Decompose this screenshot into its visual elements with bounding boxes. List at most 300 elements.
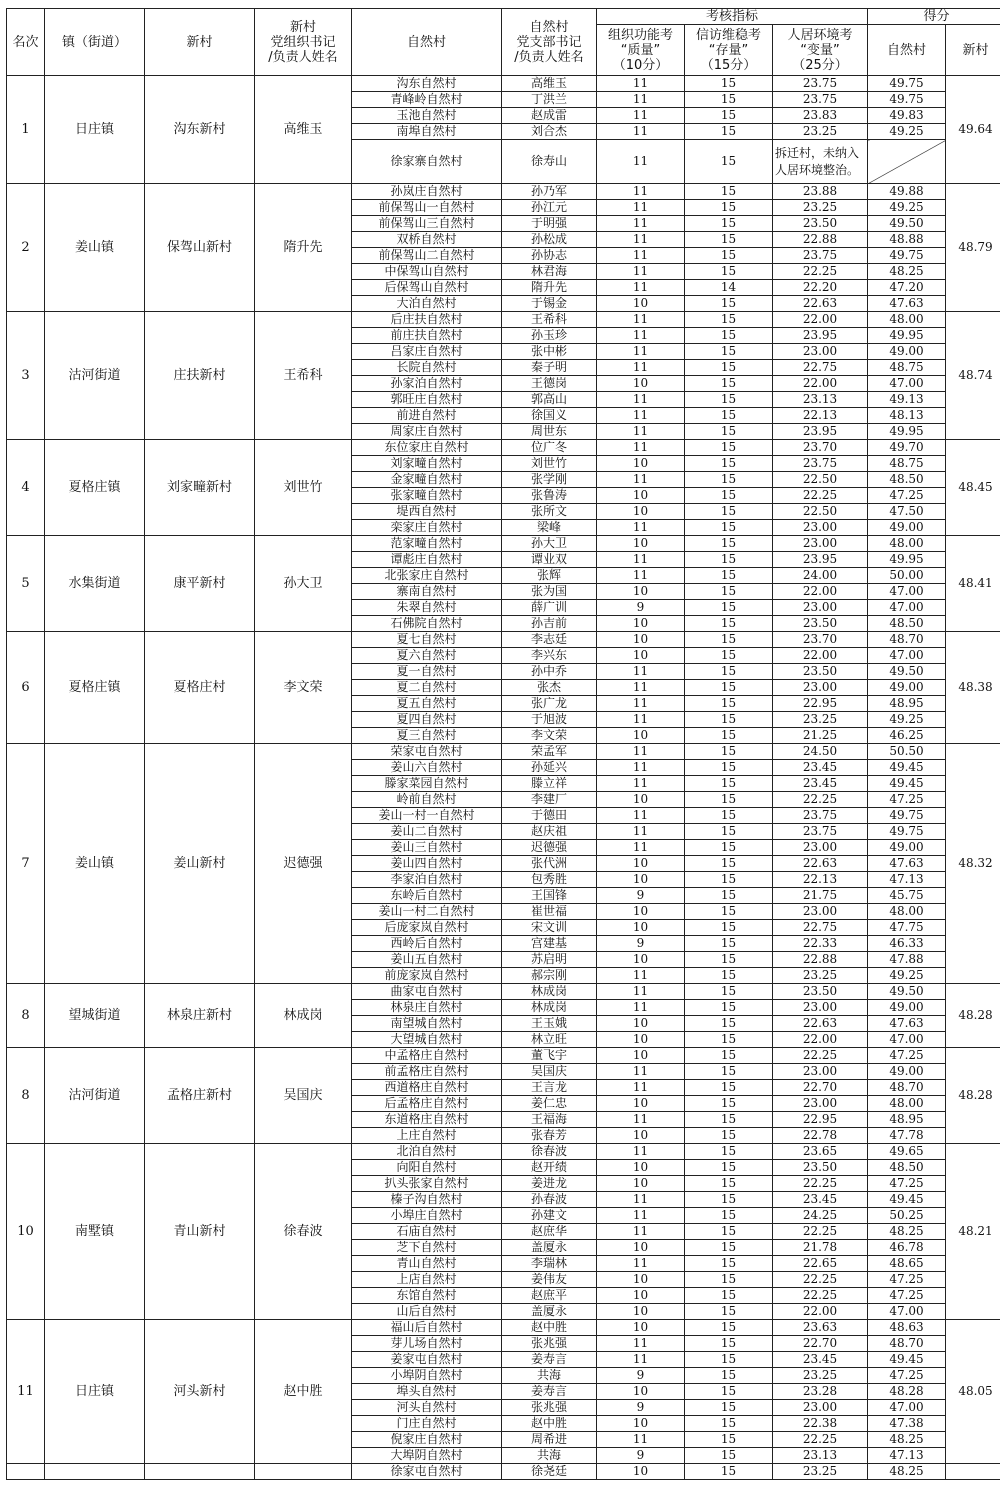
natural-village-cell: 榛子沟自然村 [352, 1192, 502, 1208]
natural-village-cell: 芝下自然村 [352, 1240, 502, 1256]
natural-village-cell: 朱翠自然村 [352, 600, 502, 616]
org-score-cell: 11 [597, 776, 685, 792]
natural-village-cell: 滕家菜园自然村 [352, 776, 502, 792]
branch-secretary-cell: 孙乃军 [502, 184, 597, 200]
header-org: 组织功能考 “质量” （10分） [597, 25, 685, 76]
natural-village-cell: 后保驾山自然村 [352, 280, 502, 296]
petition-score-cell: 15 [685, 696, 773, 712]
natural-village-cell: 夏五自然村 [352, 696, 502, 712]
natural-village-cell: 前保驾山三自然村 [352, 216, 502, 232]
petition-score-cell: 15 [685, 392, 773, 408]
petition-score-cell: 15 [685, 808, 773, 824]
petition-score-cell: 15 [685, 344, 773, 360]
branch-secretary-cell: 李兴东 [502, 648, 597, 664]
natural-village-cell: 栾家庄自然村 [352, 520, 502, 536]
natural-village-cell: 前保驾山一自然村 [352, 200, 502, 216]
env-score-cell: 23.25 [773, 124, 868, 140]
org-score-cell: 10 [597, 1160, 685, 1176]
petition-score-cell: 15 [685, 232, 773, 248]
header-natural-village: 自然村 [352, 9, 502, 76]
natural-village-cell: 玉池自然村 [352, 108, 502, 124]
village-cell: 孟格庄新村 [145, 1048, 255, 1144]
header-score: 得分 [868, 9, 1000, 25]
env-score-cell: 23.65 [773, 1144, 868, 1160]
branch-secretary-cell: 李建厂 [502, 792, 597, 808]
petition-score-cell: 15 [685, 108, 773, 124]
natural-village-cell: 小埠阴自然村 [352, 1368, 502, 1384]
town-cell: 姜山镇 [45, 184, 145, 312]
branch-secretary-cell: 王言龙 [502, 1080, 597, 1096]
petition-score-cell: 15 [685, 264, 773, 280]
town-cell: 南墅镇 [45, 1144, 145, 1320]
natural-score-cell: 48.00 [868, 1096, 946, 1112]
org-score-cell: 10 [597, 376, 685, 392]
secretary-cell: 隋升先 [255, 184, 352, 312]
branch-secretary-cell: 共海 [502, 1448, 597, 1464]
natural-village-cell: 姜山六自然村 [352, 760, 502, 776]
petition-score-cell: 15 [685, 584, 773, 600]
org-score-cell: 11 [597, 1144, 685, 1160]
env-score-cell: 23.50 [773, 984, 868, 1000]
natural-score-cell: 49.75 [868, 76, 946, 92]
branch-secretary-cell: 张杰 [502, 680, 597, 696]
org-score-cell: 11 [597, 124, 685, 140]
natural-village-cell: 北泊自然村 [352, 1144, 502, 1160]
secretary-cell: 王希科 [255, 312, 352, 440]
natural-score-cell: 48.70 [868, 1336, 946, 1352]
branch-secretary-cell: 于锡金 [502, 296, 597, 312]
natural-village-cell: 南埠自然村 [352, 124, 502, 140]
score-table [6, 8, 1000, 1480]
org-score-cell: 10 [597, 920, 685, 936]
env-score-cell: 23.88 [773, 184, 868, 200]
table-row [7, 440, 1000, 456]
org-score-cell: 11 [597, 712, 685, 728]
branch-secretary-cell: 张学刚 [502, 472, 597, 488]
branch-secretary-cell: 于明强 [502, 216, 597, 232]
petition-score-cell: 15 [685, 312, 773, 328]
natural-score-cell: 48.25 [868, 1432, 946, 1448]
branch-secretary-cell: 赵庆祖 [502, 824, 597, 840]
branch-secretary-cell: 王国锋 [502, 888, 597, 904]
petition-score-cell: 15 [685, 488, 773, 504]
town-cell: 日庄镇 [45, 76, 145, 184]
natural-score-cell: 49.75 [868, 248, 946, 264]
org-score-cell: 11 [597, 1192, 685, 1208]
org-score-cell: 10 [597, 488, 685, 504]
org-score-cell: 11 [597, 1112, 685, 1128]
natural-score-cell: 49.75 [868, 824, 946, 840]
natural-score-cell: 46.25 [868, 728, 946, 744]
env-score-cell: 23.00 [773, 904, 868, 920]
blank-cell [255, 1464, 352, 1480]
natural-village-cell: 夏一自然村 [352, 664, 502, 680]
org-score-cell: 11 [597, 440, 685, 456]
branch-secretary-cell: 盖厦永 [502, 1304, 597, 1320]
org-score-cell: 10 [597, 1016, 685, 1032]
petition-score-cell: 15 [685, 760, 773, 776]
petition-score-cell: 15 [685, 1352, 773, 1368]
natural-score-cell: 49.70 [868, 440, 946, 456]
env-note-cell: 拆迁村，未纳入人居环境整治。 [773, 140, 868, 184]
branch-secretary-cell: 张春芳 [502, 1128, 597, 1144]
town-cell: 日庄镇 [45, 1320, 145, 1464]
natural-village-cell: 石庙自然村 [352, 1224, 502, 1240]
secretary-cell: 高维玉 [255, 76, 352, 184]
natural-village-cell: 前孟格庄自然村 [352, 1064, 502, 1080]
natural-score-cell: 47.38 [868, 1416, 946, 1432]
blank-cell [145, 1464, 255, 1480]
org-score-cell: 9 [597, 888, 685, 904]
natural-score-cell: 48.28 [868, 1384, 946, 1400]
petition-score-cell: 15 [685, 1064, 773, 1080]
natural-village-cell: 姜山四自然村 [352, 856, 502, 872]
town-cell: 水集街道 [45, 536, 145, 632]
env-score-cell: 23.95 [773, 328, 868, 344]
branch-secretary-cell: 刘合杰 [502, 124, 597, 140]
env-score-cell: 22.63 [773, 1016, 868, 1032]
natural-score-cell: 49.00 [868, 344, 946, 360]
org-score-cell: 11 [597, 1064, 685, 1080]
rank-cell: 4 [7, 440, 45, 536]
natural-score-cell: 49.25 [868, 200, 946, 216]
env-score-cell: 22.00 [773, 1032, 868, 1048]
env-score-cell: 21.25 [773, 728, 868, 744]
natural-score-cell: 47.13 [868, 1448, 946, 1464]
natural-village-cell: 门庄自然村 [352, 1416, 502, 1432]
org-score-cell: 11 [597, 280, 685, 296]
org-score-cell: 10 [597, 632, 685, 648]
new-village-score-cell: 48.05 [946, 1320, 1000, 1464]
natural-score-cell: 48.88 [868, 232, 946, 248]
petition-score-cell: 15 [685, 1144, 773, 1160]
env-score-cell: 23.75 [773, 456, 868, 472]
table-row [7, 632, 1000, 648]
branch-secretary-cell: 董飞宇 [502, 1048, 597, 1064]
branch-secretary-cell: 李瑞林 [502, 1256, 597, 1272]
natural-village-cell: 小埠庄自然村 [352, 1208, 502, 1224]
org-score-cell: 10 [597, 1048, 685, 1064]
petition-score-cell: 15 [685, 1400, 773, 1416]
natural-score-cell: 49.00 [868, 520, 946, 536]
natural-score-cell: 49.13 [868, 392, 946, 408]
env-score-cell: 22.63 [773, 856, 868, 872]
new-village-score-cell: 49.64 [946, 76, 1000, 184]
org-score-cell: 9 [597, 1368, 685, 1384]
org-score-cell: 11 [597, 424, 685, 440]
org-score-cell: 10 [597, 952, 685, 968]
org-score-cell: 10 [597, 536, 685, 552]
natural-score-cell: 47.63 [868, 296, 946, 312]
org-score-cell: 10 [597, 872, 685, 888]
petition-score-cell: 15 [685, 1464, 773, 1480]
env-score-cell: 23.25 [773, 1464, 868, 1480]
env-score-cell: 23.25 [773, 968, 868, 984]
petition-score-cell: 15 [685, 408, 773, 424]
natural-score-cell: 49.95 [868, 328, 946, 344]
natural-village-cell: 夏四自然村 [352, 712, 502, 728]
env-score-cell: 22.50 [773, 504, 868, 520]
town-cell: 姜山镇 [45, 744, 145, 984]
petition-score-cell: 15 [685, 632, 773, 648]
natural-score-cell: 48.75 [868, 456, 946, 472]
env-score-cell: 23.50 [773, 616, 868, 632]
org-score-cell: 10 [597, 648, 685, 664]
natural-score-cell: 49.45 [868, 1192, 946, 1208]
natural-score-cell: 47.00 [868, 376, 946, 392]
natural-score-cell: 49.00 [868, 1064, 946, 1080]
petition-score-cell: 15 [685, 792, 773, 808]
natural-village-cell: 后庄扶自然村 [352, 312, 502, 328]
rank-cell: 3 [7, 312, 45, 440]
branch-secretary-cell: 王德岗 [502, 376, 597, 392]
natural-score-cell: 47.00 [868, 584, 946, 600]
env-score-cell: 23.00 [773, 680, 868, 696]
table-row [7, 744, 1000, 760]
natural-village-cell: 姜山一村二自然村 [352, 904, 502, 920]
header-indicators: 考核指标 [597, 9, 868, 25]
org-score-cell: 10 [597, 1464, 685, 1480]
petition-score-cell: 15 [685, 216, 773, 232]
village-cell: 保驾山新村 [145, 184, 255, 312]
natural-village-cell: 长院自然村 [352, 360, 502, 376]
natural-village-cell: 南望城自然村 [352, 1016, 502, 1032]
natural-score-cell: 47.25 [868, 1368, 946, 1384]
env-score-cell: 23.25 [773, 200, 868, 216]
petition-score-cell: 15 [685, 1272, 773, 1288]
new-village-score-cell: 48.21 [946, 1144, 1000, 1320]
natural-village-cell: 孙岚庄自然村 [352, 184, 502, 200]
branch-secretary-cell: 张代洲 [502, 856, 597, 872]
natural-score-cell: 49.83 [868, 108, 946, 124]
natural-score-cell: 49.25 [868, 968, 946, 984]
natural-village-cell: 夏二自然村 [352, 680, 502, 696]
env-score-cell: 22.70 [773, 1080, 868, 1096]
natural-score-cell: 48.00 [868, 536, 946, 552]
branch-secretary-cell: 孙延兴 [502, 760, 597, 776]
branch-secretary-cell: 王玉娥 [502, 1016, 597, 1032]
natural-village-cell: 双桥自然村 [352, 232, 502, 248]
natural-village-cell: 姜家屯自然村 [352, 1352, 502, 1368]
header-score-new: 新村 [946, 25, 1000, 76]
natural-village-cell: 西道格庄自然村 [352, 1080, 502, 1096]
village-cell: 河头新村 [145, 1320, 255, 1464]
village-cell: 姜山新村 [145, 744, 255, 984]
branch-secretary-cell: 王福海 [502, 1112, 597, 1128]
rank-cell: 8 [7, 1048, 45, 1144]
petition-score-cell: 15 [685, 840, 773, 856]
natural-score-cell: 49.50 [868, 216, 946, 232]
org-score-cell: 11 [597, 1336, 685, 1352]
natural-village-cell: 大泊自然村 [352, 296, 502, 312]
env-score-cell: 23.75 [773, 248, 868, 264]
env-score-cell: 23.50 [773, 664, 868, 680]
org-score-cell: 11 [597, 312, 685, 328]
env-score-cell: 21.78 [773, 1240, 868, 1256]
org-score-cell: 11 [597, 392, 685, 408]
branch-secretary-cell: 张广龙 [502, 696, 597, 712]
branch-secretary-cell: 宫建基 [502, 936, 597, 952]
branch-secretary-cell: 盖厦永 [502, 1240, 597, 1256]
natural-village-cell: 前进自然村 [352, 408, 502, 424]
org-score-cell: 11 [597, 264, 685, 280]
natural-village-cell: 河头自然村 [352, 1400, 502, 1416]
env-score-cell: 24.50 [773, 744, 868, 760]
branch-secretary-cell: 徐国义 [502, 408, 597, 424]
org-score-cell: 10 [597, 1096, 685, 1112]
natural-score-cell: 47.00 [868, 1304, 946, 1320]
natural-score-cell: 49.75 [868, 92, 946, 108]
env-score-cell: 23.00 [773, 840, 868, 856]
branch-secretary-cell: 苏启明 [502, 952, 597, 968]
table-row [7, 312, 1000, 328]
new-village-score-cell: 48.32 [946, 744, 1000, 984]
org-score-cell: 10 [597, 1128, 685, 1144]
org-score-cell: 11 [597, 520, 685, 536]
branch-secretary-cell: 李志廷 [502, 632, 597, 648]
petition-score-cell: 15 [685, 1000, 773, 1016]
branch-secretary-cell: 姜寿言 [502, 1384, 597, 1400]
env-score-cell: 23.75 [773, 92, 868, 108]
natural-score-cell: 48.65 [868, 1256, 946, 1272]
env-score-cell: 22.13 [773, 408, 868, 424]
header-rank: 名次 [7, 9, 45, 76]
branch-secretary-cell: 姜进龙 [502, 1176, 597, 1192]
env-score-cell: 23.95 [773, 424, 868, 440]
header-env: 人居环境考 “变量” （25分） [773, 25, 868, 76]
natural-score-cell: 48.25 [868, 1464, 946, 1480]
branch-secretary-cell: 梁峰 [502, 520, 597, 536]
natural-score-cell: 49.50 [868, 664, 946, 680]
natural-score-cell: 49.00 [868, 1000, 946, 1016]
natural-score-cell: 47.00 [868, 648, 946, 664]
header-score-natural: 自然村 [868, 25, 946, 76]
natural-score-cell: 47.25 [868, 1176, 946, 1192]
env-score-cell: 23.00 [773, 1000, 868, 1016]
rank-cell: 6 [7, 632, 45, 744]
natural-score-cell: 48.13 [868, 408, 946, 424]
rank-cell: 5 [7, 536, 45, 632]
petition-score-cell: 15 [685, 1208, 773, 1224]
branch-secretary-cell: 赵成雷 [502, 108, 597, 124]
natural-score-cell: 46.33 [868, 936, 946, 952]
env-score-cell: 22.25 [773, 792, 868, 808]
env-score-cell: 23.13 [773, 392, 868, 408]
natural-village-cell: 大望城自然村 [352, 1032, 502, 1048]
org-score-cell: 11 [597, 664, 685, 680]
table-row [7, 1464, 1000, 1480]
org-score-cell: 10 [597, 856, 685, 872]
branch-secretary-cell: 刘世竹 [502, 456, 597, 472]
natural-score-cell: 48.50 [868, 616, 946, 632]
petition-score-cell: 15 [685, 376, 773, 392]
secretary-cell: 迟德强 [255, 744, 352, 984]
town-cell: 沽河街道 [45, 312, 145, 440]
env-score-cell: 23.00 [773, 1096, 868, 1112]
org-score-cell: 9 [597, 936, 685, 952]
org-score-cell: 11 [597, 140, 685, 184]
petition-score-cell: 15 [685, 856, 773, 872]
natural-score-cell: 48.25 [868, 1224, 946, 1240]
org-score-cell: 10 [597, 1272, 685, 1288]
blank-cell [946, 1464, 1000, 1480]
natural-score-cell: 47.63 [868, 1016, 946, 1032]
branch-secretary-cell: 共海 [502, 1368, 597, 1384]
header-town: 镇（街道） [45, 9, 145, 76]
branch-secretary-cell: 于旭波 [502, 712, 597, 728]
natural-village-cell: 徐家寨自然村 [352, 140, 502, 184]
new-village-score-cell: 48.38 [946, 632, 1000, 744]
natural-village-cell: 林泉庄自然村 [352, 1000, 502, 1016]
natural-score-cell: 47.25 [868, 1288, 946, 1304]
natural-village-cell: 郭旺庄自然村 [352, 392, 502, 408]
org-score-cell: 11 [597, 1256, 685, 1272]
env-score-cell: 23.50 [773, 216, 868, 232]
petition-score-cell: 15 [685, 616, 773, 632]
petition-score-cell: 15 [685, 1016, 773, 1032]
natural-score-cell: 49.95 [868, 424, 946, 440]
org-score-cell: 9 [597, 1400, 685, 1416]
branch-secretary-cell: 王希科 [502, 312, 597, 328]
natural-score-cell: 47.20 [868, 280, 946, 296]
org-score-cell: 10 [597, 1176, 685, 1192]
env-score-cell: 22.25 [773, 1272, 868, 1288]
natural-village-cell: 吕家庄自然村 [352, 344, 502, 360]
branch-secretary-cell: 林立旺 [502, 1032, 597, 1048]
petition-score-cell: 15 [685, 1384, 773, 1400]
natural-score-cell: 47.88 [868, 952, 946, 968]
town-cell: 望城街道 [45, 984, 145, 1048]
petition-score-cell: 15 [685, 1176, 773, 1192]
natural-score-cell: 45.75 [868, 888, 946, 904]
petition-score-cell: 15 [685, 1240, 773, 1256]
petition-score-cell: 15 [685, 504, 773, 520]
env-score-cell: 22.78 [773, 1128, 868, 1144]
branch-secretary-cell: 荣孟军 [502, 744, 597, 760]
branch-secretary-cell: 孙吉前 [502, 616, 597, 632]
petition-score-cell: 15 [685, 296, 773, 312]
natural-score-cell: 49.25 [868, 124, 946, 140]
natural-village-cell: 埠头自然村 [352, 1384, 502, 1400]
branch-secretary-cell: 徐尧廷 [502, 1464, 597, 1480]
env-score-cell: 23.25 [773, 1368, 868, 1384]
village-cell: 沟东新村 [145, 76, 255, 184]
env-score-cell: 23.75 [773, 76, 868, 92]
natural-score-cell: 49.95 [868, 552, 946, 568]
petition-score-cell: 15 [685, 664, 773, 680]
new-village-score-cell: 48.79 [946, 184, 1000, 312]
petition-score-cell: 15 [685, 1288, 773, 1304]
natural-score-cell: 48.95 [868, 696, 946, 712]
petition-score-cell: 15 [685, 248, 773, 264]
natural-score-cell: 47.25 [868, 488, 946, 504]
town-cell: 夏格庄镇 [45, 440, 145, 536]
org-score-cell: 11 [597, 680, 685, 696]
blank-cell [45, 1464, 145, 1480]
petition-score-cell: 15 [685, 1160, 773, 1176]
petition-score-cell: 15 [685, 472, 773, 488]
natural-score-cell: 49.00 [868, 840, 946, 856]
natural-village-cell: 徐家屯自然村 [352, 1464, 502, 1480]
natural-score-cell: 48.70 [868, 632, 946, 648]
table-body [7, 76, 1000, 1480]
natural-village-cell: 堤西自然村 [352, 504, 502, 520]
petition-score-cell: 15 [685, 124, 773, 140]
branch-secretary-cell: 孙江元 [502, 200, 597, 216]
natural-village-cell: 刘家疃自然村 [352, 456, 502, 472]
env-score-cell: 22.25 [773, 1048, 868, 1064]
org-score-cell: 11 [597, 568, 685, 584]
